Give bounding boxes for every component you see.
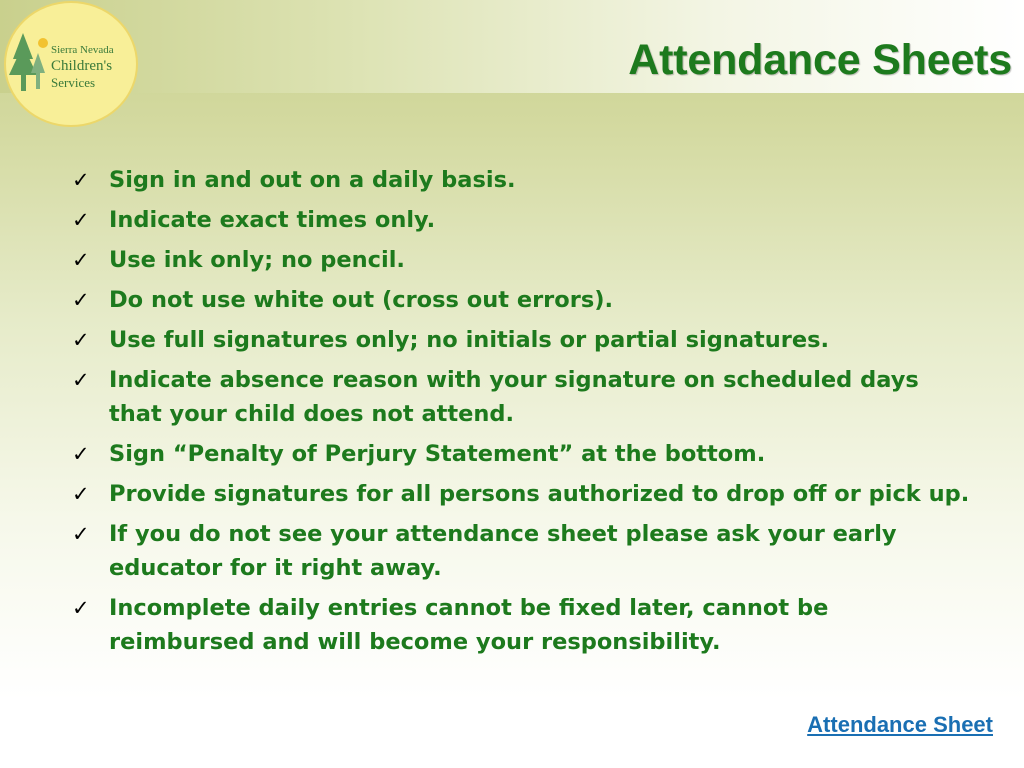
checkmark-icon: ✓ (72, 208, 90, 232)
list-item (72, 477, 972, 511)
checkmark-icon: ✓ (72, 596, 90, 620)
list-item-text: Sign in and out on a daily basis. (109, 167, 516, 193)
list-item-text: Provide signatures for all persons authorized to drop off or pick up. (109, 481, 970, 507)
list-item (72, 283, 972, 317)
list-item (72, 323, 972, 357)
checkmark-icon: ✓ (72, 442, 90, 466)
checkmark-icon: ✓ (72, 168, 90, 192)
list-item (72, 163, 972, 197)
page-title: Attendance Sheets (628, 36, 1012, 84)
list-item (72, 243, 972, 277)
list-item-text: Indicate absence reason with your signature on scheduled days that your child does not attend. (109, 367, 919, 427)
list-item (72, 437, 972, 471)
bullet-list (72, 163, 972, 665)
attendance-sheet-link[interactable]: Attendance Sheet (807, 712, 993, 737)
list-item (72, 591, 972, 659)
list-item-text: Indicate exact times only. (109, 207, 436, 233)
checkmark-icon: ✓ (72, 248, 90, 272)
list-item-text: If you do not see your attendance sheet please ask your early educator for it right away. (109, 521, 897, 581)
list-item-text: Use ink only; no pencil. (109, 247, 405, 273)
list-item-text: Incomplete daily entries cannot be fixed later, cannot be reimbursed and will become your responsibility. (109, 595, 829, 655)
sierra-nevada-childrens-services-logo (3, 1, 138, 128)
list-item (72, 363, 972, 431)
sun-icon (38, 38, 48, 48)
checkmark-icon: ✓ (72, 328, 90, 352)
logo-text-services: Services (51, 75, 96, 90)
checkmark-icon: ✓ (72, 522, 90, 546)
checkmark-icon: ✓ (72, 288, 90, 312)
list-item (72, 517, 972, 585)
list-item-text: Use full signatures only; no initials or partial signatures. (109, 327, 830, 353)
logo-graphic (3, 1, 138, 128)
logo-text-childrens: Children's (51, 58, 113, 74)
checkmark-icon: ✓ (72, 482, 90, 506)
list-item-text: Sign “Penalty of Perjury Statement” at the bottom. (109, 441, 766, 467)
checkmark-icon: ✓ (72, 368, 90, 392)
list-item-text: Do not use white out (cross out errors). (109, 287, 614, 313)
logo-text-sierra-nevada: Sierra Nevada (51, 44, 114, 56)
list-item (72, 203, 972, 237)
